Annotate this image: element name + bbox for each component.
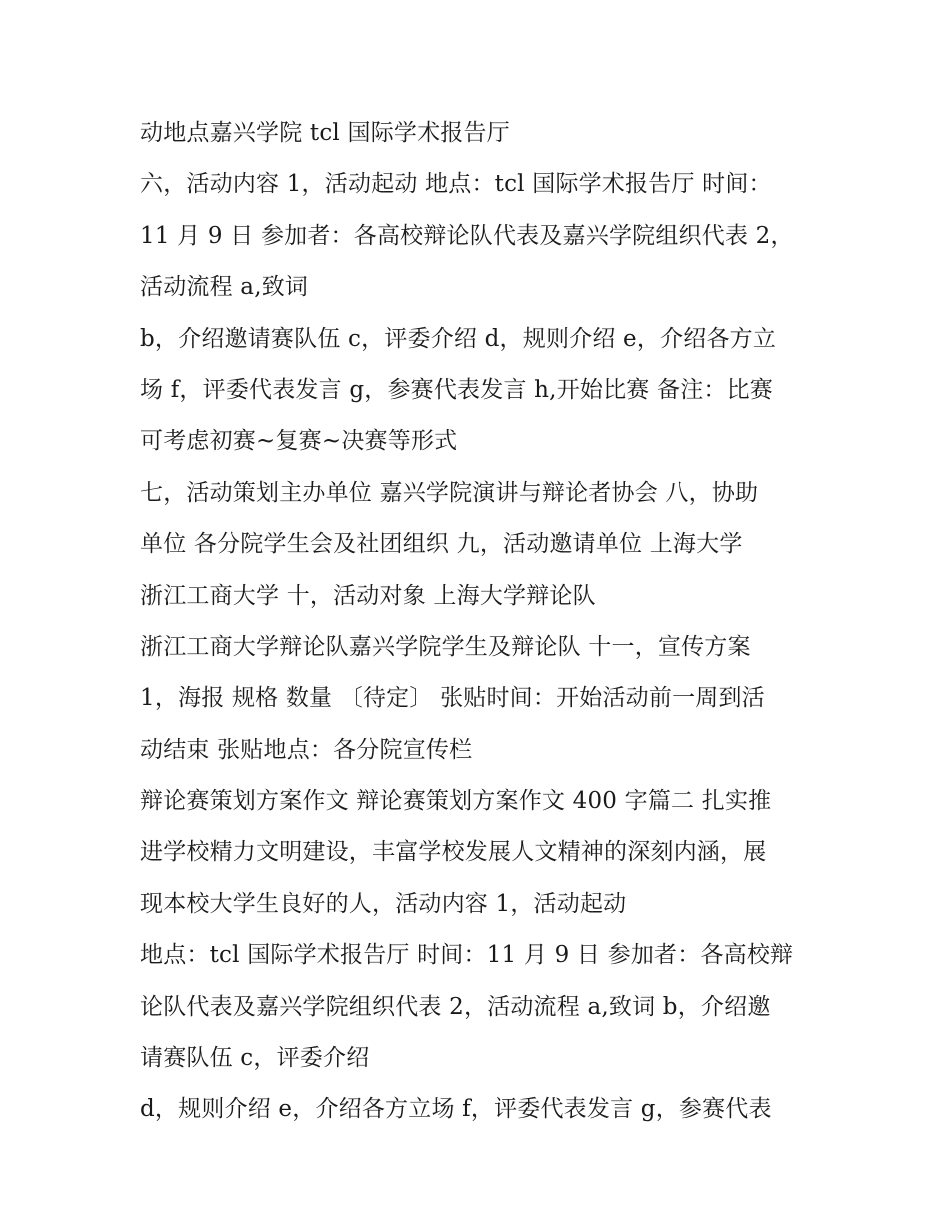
text-line: b，介绍邀请赛队伍 c，评委介绍 d，规则介绍 e，介绍各方立 (140, 325, 777, 352)
text-line: 动结束 张贴地点：各分院宣传栏 (140, 736, 473, 763)
text-line: 单位 各分院学生会及社团组织 九，活动邀请单位 上海大学 (140, 531, 743, 558)
text-line: 1，海报 规格 数量 〔待定〕 张贴时间：开始活动前一周到活 (140, 685, 765, 712)
text-line: 场 f，评委代表发言 g，参赛代表发言 h,开始比赛 备注：比赛 (140, 376, 774, 403)
text-line: 六，活动内容 1，活动起动 地点：tcl 国际学术报告厅 时间： (140, 171, 772, 198)
text-line: 可考虑初赛~复赛~决赛等形式 (140, 428, 458, 455)
document-body (140, 108, 830, 1136)
text-line: d，规则介绍 e，介绍各方立场 f，评委代表发言 g，参赛代表 (140, 1096, 772, 1123)
text-line: 活动流程 a,致词 (140, 274, 309, 301)
text-line: 浙江工商大学 十，活动对象 上海大学辩论队 (140, 582, 596, 609)
text-line: 论队代表及嘉兴学院组织代表 2，活动流程 a,致词 b，介绍邀 (140, 993, 771, 1020)
text-line: 辩论赛策划方案作文 辩论赛策划方案作文 400 字篇二 扎实推 (140, 788, 772, 815)
text-line: 浙江工商大学辩论队嘉兴学院学生及辩论队 十一，宣传方案 (140, 633, 751, 660)
text-line: 请赛队伍 c，评委介绍 (140, 1045, 370, 1072)
text-line: 现本校大学生良好的人，活动内容 1，活动起动 (140, 890, 627, 917)
text-line: 进学校精力文明建设，丰富学校发展人文精神的深刻内涵，展 (140, 839, 767, 866)
text-line: 动地点嘉兴学院 tcl 国际学术报告厅 (140, 120, 510, 146)
text-line: 11 月 9 日 参加者：各高校辩论队代表及嘉兴学院组织代表 2， (140, 222, 794, 249)
text-line: 地点：tcl 国际学术报告厅 时间：11 月 9 日 参加者：各高校辩 (140, 942, 794, 969)
text-line: 七，活动策划主办单位 嘉兴学院演讲与辩论者协会 八，协助 (140, 479, 759, 506)
